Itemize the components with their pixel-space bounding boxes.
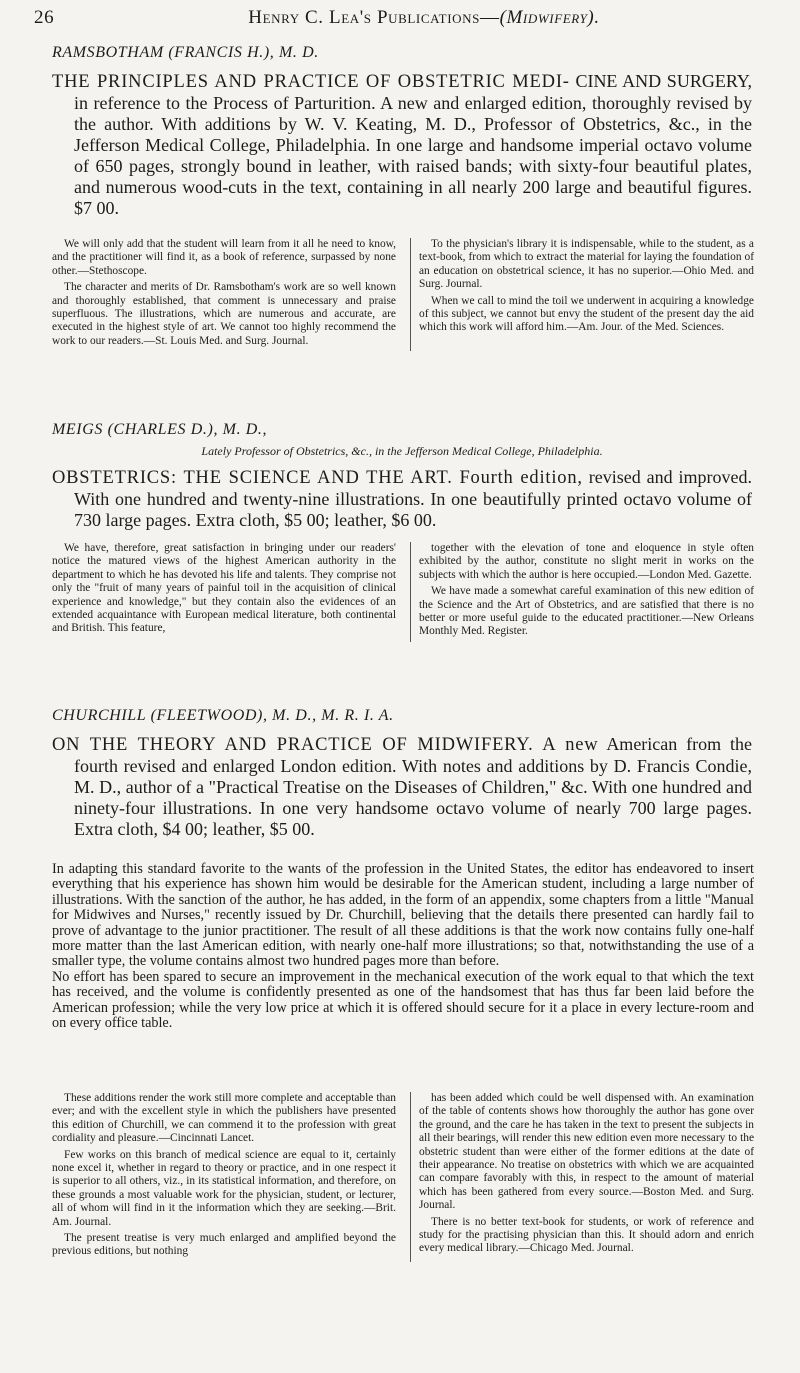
review-quote: To the physician's library it is indispensable, while to the student, as a text-book, from which to extract the material for laying the foundation of an education on obstetrical science, it has no superior.—Ohio Med. and Surg. Journal. [419,238,754,291]
entry-title [52,734,752,840]
entry-author: RAMSBOTHAM (FRANCIS H.), M. D. [52,44,319,61]
review-column-right [410,542,754,642]
review-quote: together with the elevation of tone and eloquence in style often exhibited by the author, constitute no slight merit in works on the subjects with which the author is here occupied.—London Med. Gazette. [419,542,754,581]
entry-title-lead: THE PRINCIPLES AND PRACTICE OF OBSTETRIC MEDI- [52,72,570,92]
review-quote: These additions render the work still more complete and acceptable than ever; and with the excellent style in which the publishers have presented this edition of Churchill, we can commend it to the profession with great cordiality and pleasure.—Cincinnati Lancet. [52,1092,396,1145]
review-quote: We have made a somewhat careful examination of this new edition of the Science and the Art of Obstetrics, and are satisfied that there is no better or more useful guide to the educated practitioner.—New Orleans Monthly Med. Register. [419,585,754,638]
entry-title-rest: American from the fourth revised and enlarged London edition. With notes and additions by D. Francis Condie, M. D., author of a "Practical Treatise on the Diseases of Children," &c. With one hundred and ninety-four illustrations. In one very handsome octavo volume of nearly 700 large pages. Extra cloth, $4 00; leather, $5 00. [74,734,752,839]
entry-author-note: Lately Professor of Obstetrics, &c., in the Jefferson Medical College, Philadelphia. [201,444,603,458]
review-column-right [410,238,754,351]
entry-churchill [52,706,752,840]
running-subject: (Midwifery). [499,7,600,28]
reviews-churchill [52,1092,754,1262]
entry-title-lead: OBSTETRICS: THE SCIENCE AND THE ART. Fourth edition, [52,468,583,488]
notice-paragraph: In adapting this standard favorite to the wants of the profession in the United States, the editor has endeavored to insert everything that his experience has shown him would be desirable for the American student, including a large number of illustrations. With the sanction of the author, he has added, in the form of an appendix, some chapters from a little "Manual for Midwives and Nurses," recently issued by Dr. Churchill, believing that the details there presented can hardly fail to prove of advantage to the junior practitioner. The result of all these additions is that the work now contains fully one-half more matter than the last American edition, with nearly one-half more illustrations; so that, notwithstanding the use of a smaller type, the volume contains almost two hundred pages more than before. [52,861,754,970]
entry-meigs [52,420,752,531]
entry-title [52,71,752,219]
entry-title [52,467,752,531]
review-quote: The character and merits of Dr. Ramsbotham's work are so well known and thoroughly established, that comment is unnecessary and praise superfluous. The illustrations, which are numerous and accurate, are executed in the highest style of art. We cannot too highly recommend the work to our readers.—St. Louis Med. and Surg. Journal. [52,281,396,347]
running-title: Henry C. Lea's Publications—(Midwifery). [248,7,600,28]
reviews-ramsbotham [52,238,754,351]
running-head [34,0,774,36]
page-number: 26 [34,7,55,28]
review-quote: The present treatise is very much enlarged and amplified beyond the previous editions, but nothing [52,1232,396,1258]
review-column-left [52,238,396,351]
review-column-left [52,542,396,642]
notice-paragraph: No effort has been spared to secure an improvement in the mechanical execution of the work equal to that which the text has received, and the volume is confidently presented as one of the handsomest that has thus far been laid before the American profession; while the very low price at which it is offered should secure for it a place in every lecture-room and on every office table. [52,968,754,1032]
review-quote: When we call to mind the toil we underwent in acquiring a knowledge of this subject, we cannot but envy the student of the present day the aid which this work will afford him.—Am. Jour. of the Med. Sciences. [419,294,754,334]
reviews-meigs [52,542,754,642]
review-quote: We will only add that the student will learn from it all he need to know, and the practitioner will find it, as a book of reference, surpassed by none other.—Stethoscope. [52,238,396,277]
entry-title-lead: ON THE THEORY AND PRACTICE OF MIDWIFERY. A new [52,735,599,755]
review-quote: has been added which could be well dispensed with. An examination of the table of contents shows how thoroughly the author has gone over the ground, and the care he has taken in the text to present the subjects in all their bearings, will render this new edition even more necessary to the obstetric student than were either of the former editions at the date of their appearance. No treatise on obstetrics with which we are acquainted can compare favorably with this, in respect to the amount of material which has been gathered from every source.—Boston Med. and Surg. Journal. [419,1092,754,1212]
churchill-notice [52,862,754,1031]
review-column-right [410,1092,754,1262]
review-column-left [52,1092,396,1262]
entry-author: CHURCHILL (FLEETWOOD), M. D., M. R. I. A. [52,707,394,724]
entry-author: MEIGS (CHARLES D.), M. D., [52,421,268,438]
review-quote: Few works on this branch of medical science are equal to it, certainly none excel it, whether in regard to theory or practice, and in one respect it is superior to all others, viz., in its statistical information, and therefore, on these grounds a most valuable work for the physician, student, or lecturer, all of whom will find in it the information which they are seeking.—Brit. Am. Journal. [52,1148,396,1228]
entry-title-rest: revised and improved. With one hundred and twenty-nine illustrations. In one beautifully printed octavo volume of 730 large pages. Extra cloth, $5 00; leather, $6 00. [74,467,752,530]
entry-ramsbotham [52,43,752,219]
entry-title-rest: CINE AND SURGERY, in reference to the Process of Parturition. A new and enlarged edition, thoroughly revised by the author. With additions by W. V. Keating, M. D., Professor of Obstetrics, &c., in the Jefferson Medical College, Philadelphia. In one large and handsome imperial octavo volume of 650 pages, strongly bound in leather, with raised bands; with sixty-four beautiful plates, and numerous wood-cuts in the text, containing in all nearly 200 large and beautiful figures. $7 00. [74,71,753,218]
review-quote: We have, therefore, great satisfaction in bringing under our readers' notice the matured views of the highest American authority in the department to which he has devoted his life and talents. They comprise not only the "fruit of many years of painful toil in the acquisition of clinical experience and knowledge," but they contain also the evidences of an extended acquaintance with European medical literature, both continental and British. This feature, [52,542,396,635]
review-quote: There is no better text-book for students, or work of reference and study for the practising physician than this. It should adorn and enrich every medical library.—Chicago Med. Journal. [419,1215,754,1255]
running-title-text: Henry C. Lea's Publications [248,7,480,28]
